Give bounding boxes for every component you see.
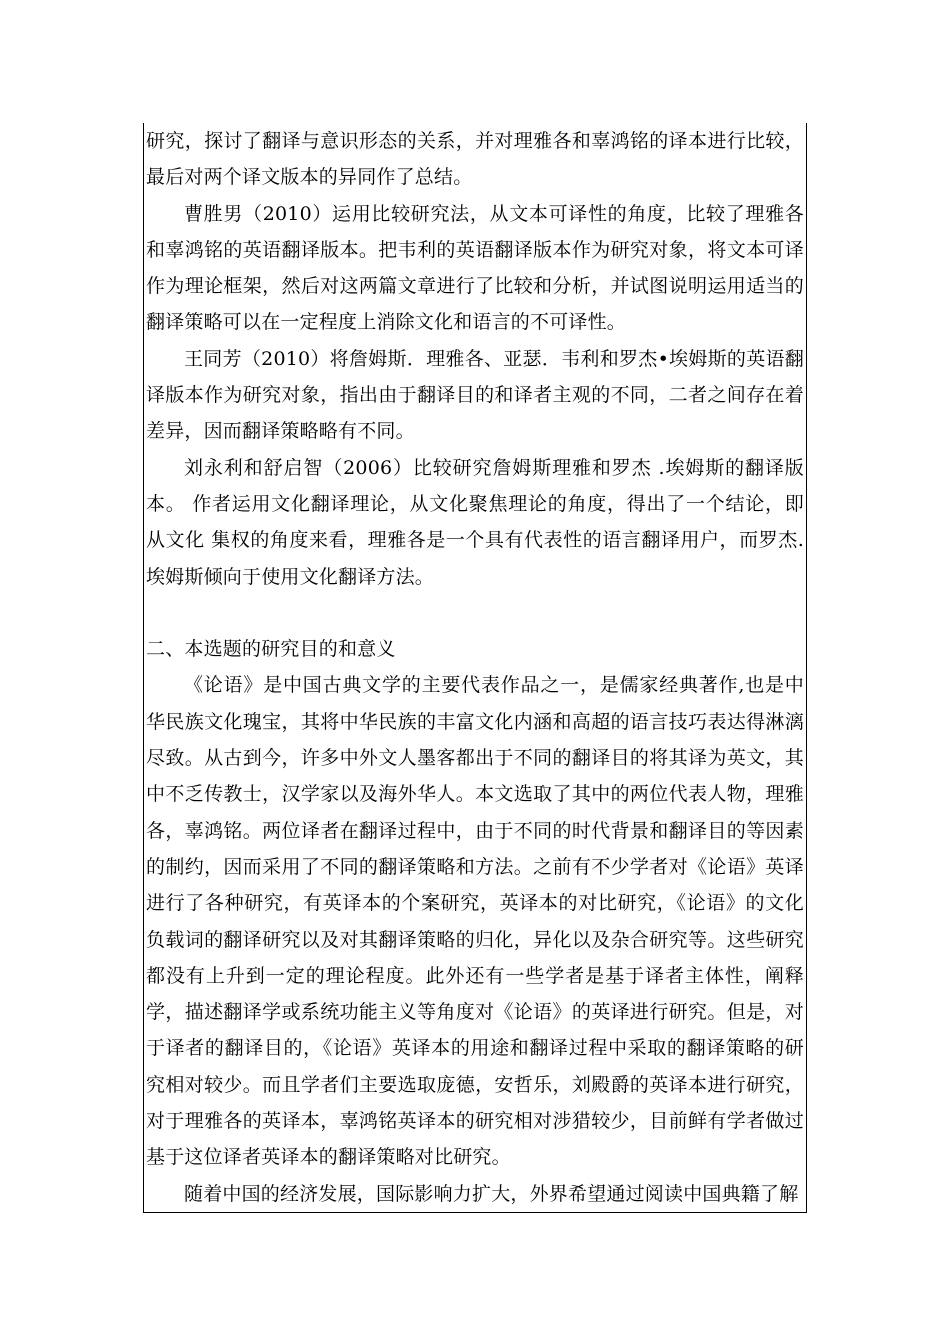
paragraph-cao-shengnan: 曹胜男（2010）运用比较研究法，从文本可译性的角度，比较了理雅各和辜鸿铭的英语翻译版本。把韦利的英语翻译版本作为研究对象，将文本可译作为理论框架，然后对这两篇文章进行了比较和分析，并试图说明运用适当的翻译策略可以在一定程度上消除文化和语言的不可译性。 [146,202,804,334]
paragraph-liu-yongli: 刘永利和舒启智（2006）比较研究詹姆斯理雅和罗杰 .埃姆斯的翻译版本。 作者运用文化翻译理论，从文化聚焦理论的角度，得出了一个结论，即从文化 集权的角度来看，理雅各是一个具有代表性的语言翻译用户，而罗杰.埃姆斯倾向于使用文化翻译方法。 [146,456,804,588]
paragraph-continued: 随着中国的经济发展，国际影响力扩大，外界希望通过阅读中国典籍了解 [184,1182,799,1205]
document-frame [143,123,807,1213]
paragraph-purpose: 《论语》是中国古典文学的主要代表作品之一，是儒家经典著作,也是中华民族文化瑰宝，其将中华民族的丰富文化内涵和高超的语言技巧表达得淋漓尽致。从古到今，许多中外文人墨客都出于不同的翻译目的将其译为英文，其中不乏传教士，汉学家以及海外华人。本文选取了其中的两位代表人物，理雅各，辜鸿铭。两位译者在翻译过程中，由于不同的时代背景和翻译目的等因素的制约，因而采用了不同的翻译策略和方法。之前有不少学者对《论语》英译进行了各种研究，有英译本的个案研究，英译本的对比研究，《论语》的文化负载词的翻译研究以及对其翻译策略的归化，异化以及杂合研究等。这些研究都没有上升到一定的理论程度。此外还有一些学者是基于译者主体性，阐释学，描述翻译学或系统功能主义等角度对《论语》的英译进行研究。但是，对于译者的翻译目的，《论语》英译本的用途和翻译过程中采取的翻译策略的研究相对较少。而且学者们主要选取庞德，安哲乐，刘殿爵的英译本进行研究，对于理雅各的英译本，辜鸿铭英译本的研究相对涉猎较少，目前鲜有学者做过基于这位译者英译本的翻译策略对比研究。 [146,674,804,1169]
document-body [146,123,804,1212]
section-heading: 二、本选题的研究目的和意义 [146,638,396,661]
blank-line [146,595,804,631]
paragraph-wang-tongfang: 王同芳（2010）将詹姆斯．理雅各、亚瑟．韦利和罗杰•埃姆斯的英语翻译版本作为研究对象，指出由于翻译目的和译者主观的不同，二者之间存在着差异，因而翻译策略略有不同。 [146,347,804,443]
paragraph-continuation: 研究，探讨了翻译与意识形态的关系，并对理雅各和辜鸿铭的译本进行比较，最后对两个译文版本的异同作了总结。 [146,130,804,189]
